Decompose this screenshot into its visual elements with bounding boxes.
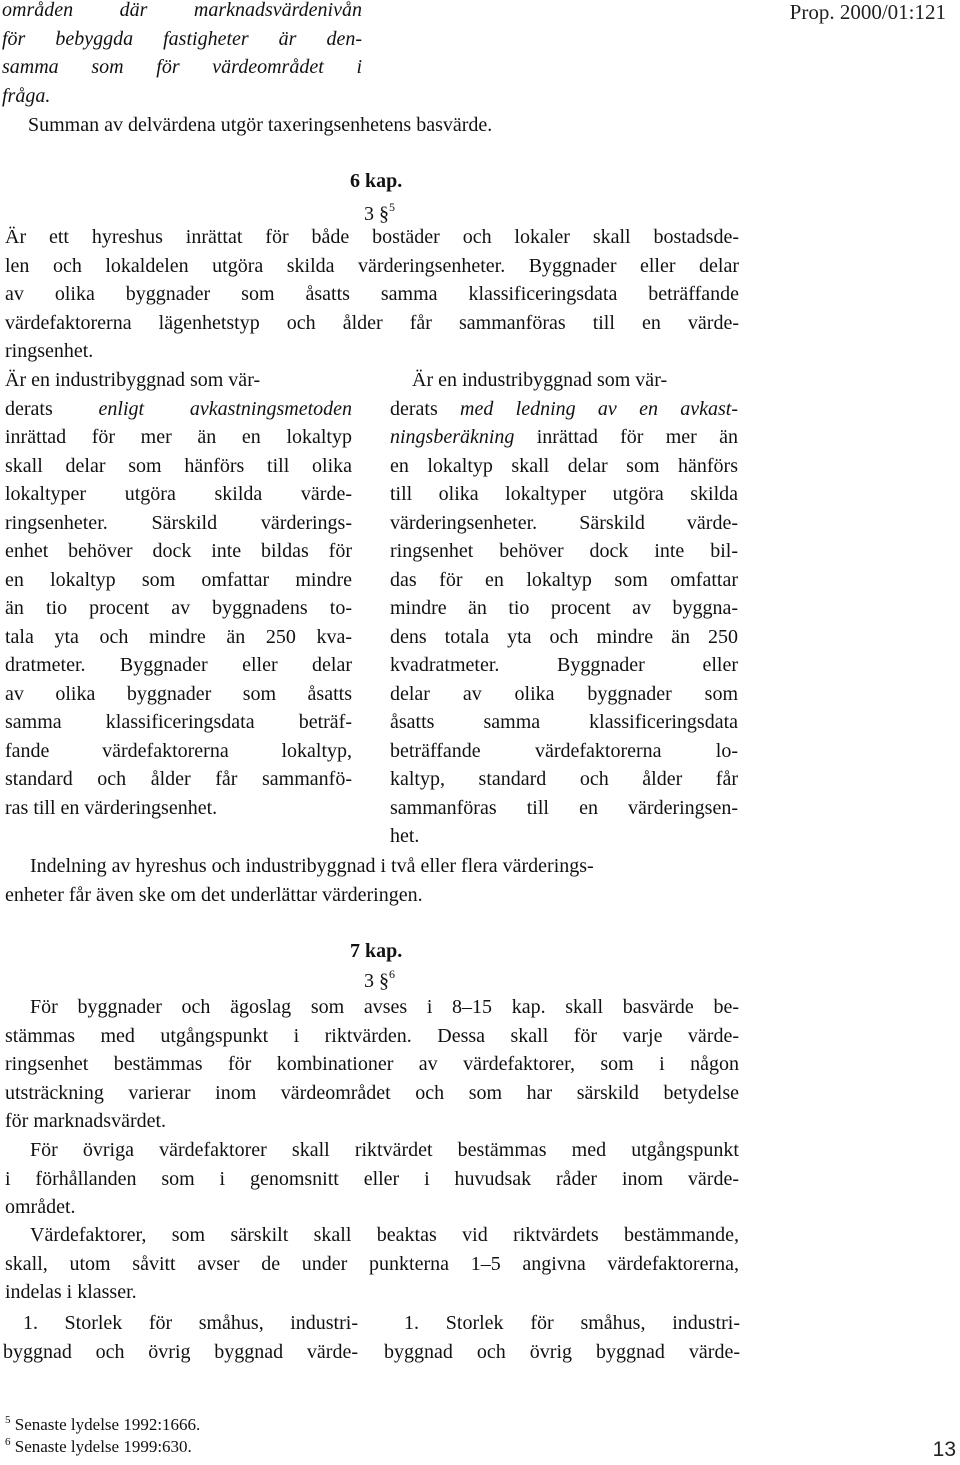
chapter-6-left-column [5,366,352,822]
text-line: kvadratmeter. Byggnader eller [390,654,738,676]
text-line: beträffande värdefaktorerna lo- [390,739,738,762]
text-line: dratmeter. Byggnader eller delar [5,654,352,676]
text-line: För övriga värdefaktorer skall riktvärdet bestämmas med utgångspunkt [30,1139,739,1161]
text-line: derats enligt avkastningsmetoden [5,397,352,420]
text-line: värderingsenheter. Särskild värde- [390,511,738,534]
text-line: områden där marknadsvärdenivån [2,0,362,21]
text-line: För byggnader och ägoslag som avses i 8–15 kap. skall basvärde be- [30,996,739,1018]
section-number: 3 § [364,203,389,225]
text-line: inrättad för mer än en lokaltyp [5,426,352,448]
text-line: kaltyp, standard och ålder får [390,768,738,790]
text-line: derats med ledning av en avkast- [390,397,738,420]
text-line: lokaltyper utgöra skilda värde- [5,483,352,505]
text-line: tala yta och mindre än 250 kva- [5,625,352,648]
chapter-6-heading: 6 kap. [350,170,403,192]
text-line: standard och ålder får sammanfö- [5,768,352,790]
footnote-ref: 6 [389,967,395,981]
text-line: i förhållanden som i genomsnitt eller i huvudsak råder inom värde- [5,1167,739,1190]
chapter-7-left-item [3,1309,358,1366]
text-line: ringsenheter. Särskild värderings- [5,511,352,534]
prop-reference: Prop. 2000/01:121 [789,0,946,24]
text-line: av olika byggnader som åsatts [5,682,352,705]
chapter-6-paragraph-1 [5,223,739,366]
text-line: skall, utom såvitt avser de under punkterna 1–5 angivna värdefaktorerna, [5,1252,739,1275]
text-line: till olika lokaltyper utgöra skilda [390,483,738,505]
text-line: fråga. [2,84,51,107]
chapter-7-paragraph-1 [5,993,739,1136]
footnote: $^6$ Senaste lydelse 1999:630. [5,1436,192,1456]
text-line: skall delar som hänförs till olika [5,454,352,477]
text-line: Är en industribyggnad som vär- [412,369,668,391]
text-line: samma som för värdeområdet i [2,56,362,78]
text-line: för bebyggda fastigheter är den- [2,27,362,50]
text-line: stämmas med utgångspunkt i riktvärden. Dessa skall för varje värde- [5,1024,739,1047]
footnotes [5,1414,200,1458]
text-line: ringsenhet bestämmas för kombinationer av värdefaktorer, som i någon [5,1053,739,1075]
chapter-6-right-column [390,366,738,851]
page-number: 13 [932,1438,956,1461]
text-line: utsträckning varierar inom värdeområdet och som har särskild betydelse [5,1081,739,1104]
text-line: för marknadsvärdet. [5,1110,167,1132]
chapter-7-paragraph-2 [5,1136,739,1222]
text-line: området. [5,1196,76,1218]
footnote: $^5$ Senaste lydelse 1992:1666. [5,1414,201,1434]
text-line: av olika byggnader som åsatts samma klassificeringsdata beträffande [5,283,739,305]
text-line: 1. Storlek för småhus, industri- [23,1312,358,1334]
text-line: än tio procent av byggnadens to- [5,597,352,619]
text-line: en lokaltyp skall delar som hänförs [390,454,738,477]
text-line: samma klassificeringsdata beträf- [5,711,352,733]
text-line: len och lokaldelen utgöra skilda värderingsenheter. Byggnader eller delar [5,254,739,277]
text-line: sammanföras till en värderingsen- [390,796,738,819]
text-line: en lokaltyp som omfattar mindre [5,568,352,591]
text-line: ras till en värderingsenhet. [5,796,218,819]
text-line: byggnad och övrig byggnad värde- [384,1340,740,1363]
chapter-7-right-item [384,1309,740,1366]
chapter-7-heading: 7 kap. [350,940,403,962]
text-line: 1. Storlek för småhus, industri- [404,1312,740,1334]
chapter-7-paragraph-3 [5,1221,739,1307]
chapter-6-paragraph-last [5,852,739,909]
text-line: ringsenhet behöver dock inte bil- [390,540,738,562]
previous-text-line: Summan av delvärdena utgör taxeringsenhetens basvärde. [28,114,493,136]
text-line: das för en lokaltyp som omfattar [390,568,738,591]
text-line: ningsberäkning inrättad för mer än [390,426,738,448]
text-line: Indelning av hyreshus och industribyggnad i två eller flera värderings- [30,855,594,877]
text-line: dens totala yta och mindre än 250 [390,625,738,648]
previous-text-italic [2,0,362,110]
text-line: åsatts samma klassificeringsdata [390,711,738,733]
text-line: het. [390,825,420,847]
text-line: fande värdefaktorerna lokaltyp, [5,739,352,762]
text-line: enheter får även ske om det underlättar värderingen. [5,883,423,906]
text-line: delar av olika byggnader som [390,682,738,705]
text-line: indelas i klasser. [5,1281,137,1303]
text-line: Är ett hyreshus inrättat för både bostäder och lokaler skall bostadsde- [5,226,739,248]
text-line: ringsenhet. [5,340,94,362]
text-line: byggnad och övrig byggnad värde- [3,1340,358,1363]
section-number: 3 § [364,970,389,992]
text-line: Värdefaktorer, som särskilt skall beaktas vid riktvärdets bestämmande, [30,1224,739,1246]
text-line: mindre än tio procent av byggna- [390,597,738,619]
text-line: enhet behöver dock inte bildas för [5,540,352,562]
text-line: värdefaktorerna lägenhetstyp och ålder får sammanföras till en värde- [5,311,739,334]
text-line: Är en industribyggnad som vär- [5,369,261,391]
chapter-7-section [364,967,395,996]
footnote-ref: 5 [389,200,395,214]
